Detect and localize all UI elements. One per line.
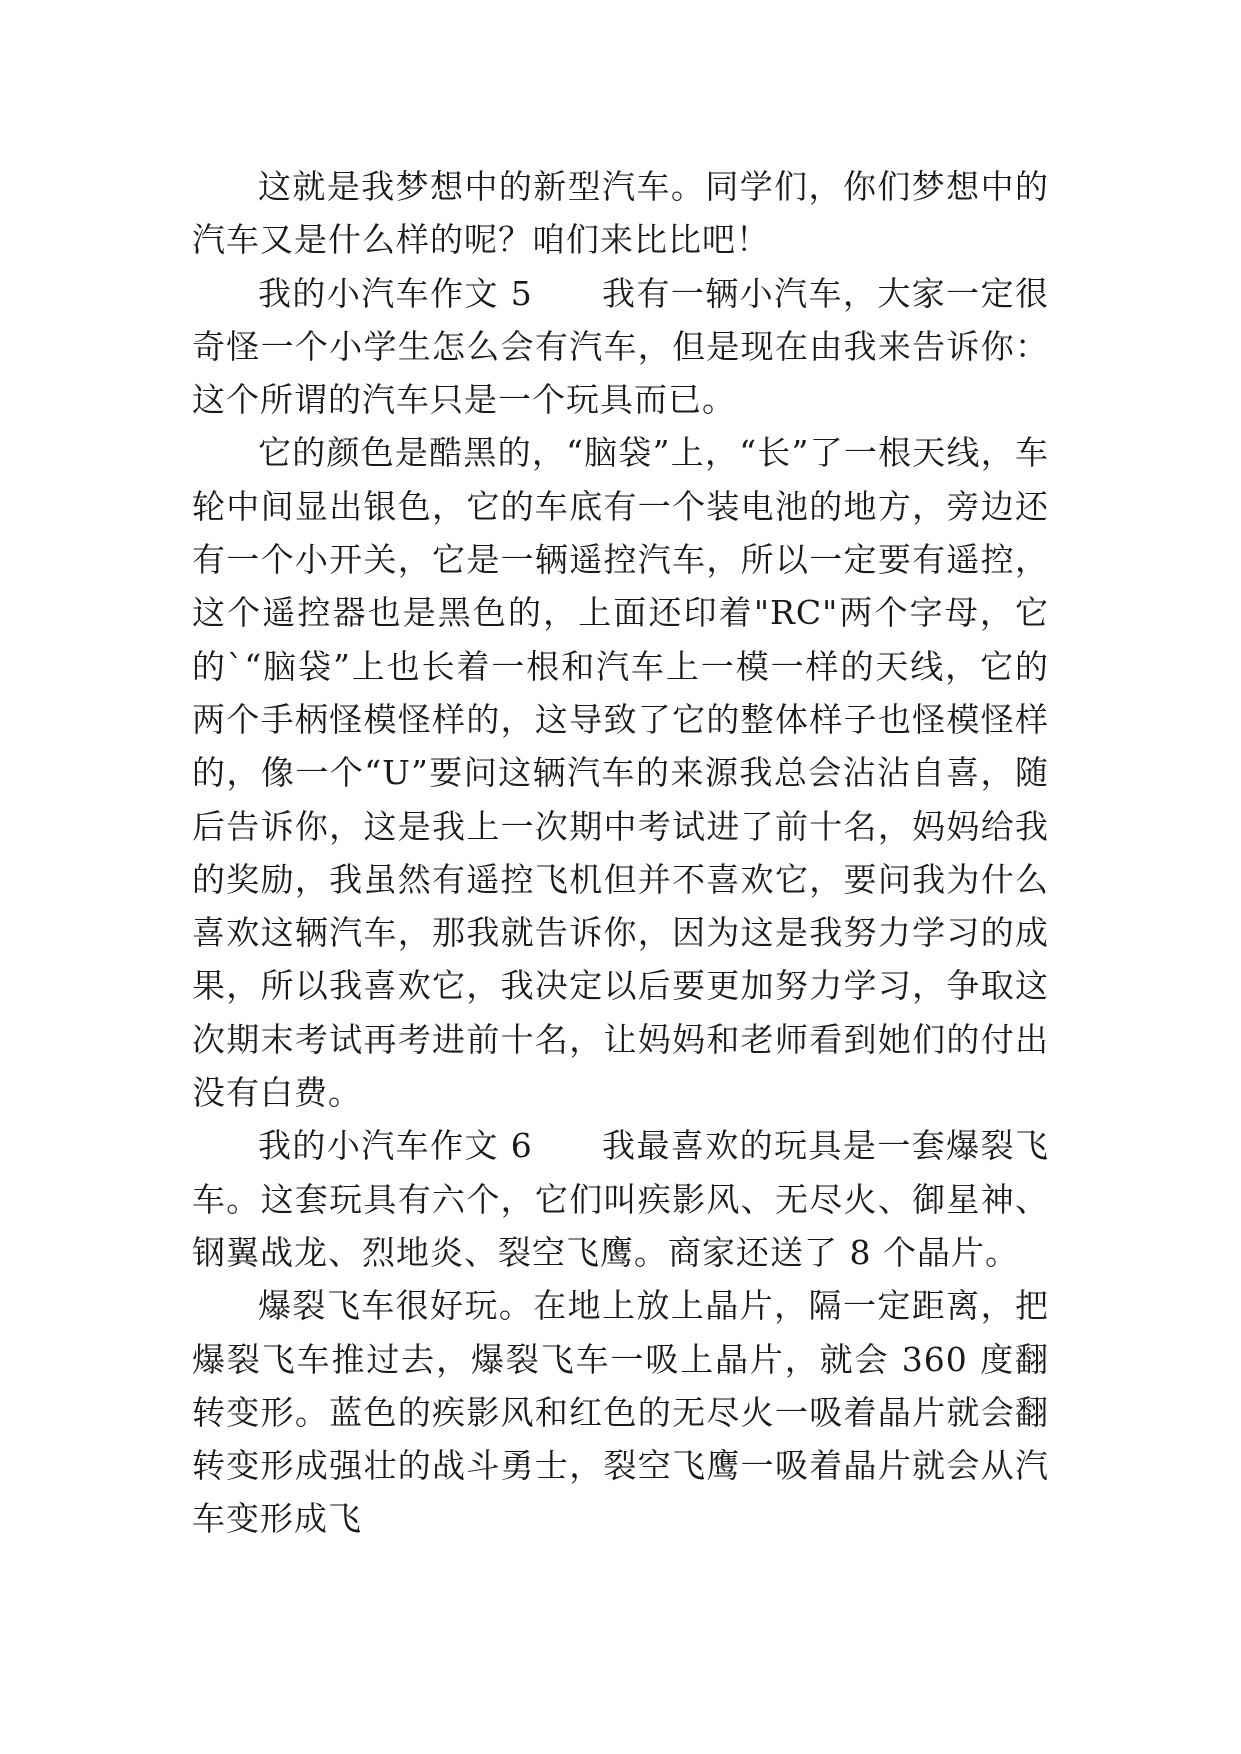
paragraph: 我的小汽车作文 6 我最喜欢的玩具是一套爆裂飞车。这套玩具有六个，它们叫疾影风、无尽火、御星神、钢翼战龙、烈地炎、裂空飞鹰。商家还送了 8 个晶片。 — [192, 1126, 1049, 1272]
document-body — [192, 160, 1049, 1546]
paragraph: 我的小汽车作文 5 我有一辆小汽车，大家一定很奇怪一个小学生怎么会有汽车，但是现在由我来告诉你：这个所谓的汽车只是一个玩具而已。 — [192, 273, 1049, 420]
paragraph: 它的颜色是酷黑的，“脑袋”上，“长”了一根天线，车轮中间显出银色，它的车底有一个装电池的地方，旁边还有一个小开关，它是一辆遥控汽车，所以一定要有遥控，这个遥控器也是黑色的，上面还印着"RC"两个字母，它的`“脑袋”上也长着一根和汽车上一模一样的天线，它的两个手柄怪模怪样的，这导致了它的整体样子也怪模怪样的，像一个“U”要问这辆汽车的来源我总会沾沾自喜，随后告诉你，这是我上一次期中考试进了前十名，妈妈给我的奖励，我虽然有遥控飞机但并不喜欢它，要问我为什么喜欢这辆汽车，那我就告诉你，因为这是我努力学习的成果，所以我喜欢它，我决定以后要更加努力学习，争取这次期末考试再考进前十名，让妈妈和老师看到她们的付出没有白费。 — [192, 433, 1049, 1113]
paragraph: 爆裂飞车很好玩。在地上放上晶片，隔一定距离，把爆裂飞车推过去，爆裂飞车一吸上晶片，就会 360 度翻转变形。蓝色的疾影风和红色的无尽火一吸着晶片就会翻转变形成强壮的战斗勇士，裂空飞鹰一吸着晶片就会从汽车变形成飞 — [192, 1286, 1049, 1539]
paragraph: 这就是我梦想中的新型汽车。同学们，你们梦想中的汽车又是什么样的呢？咱们来比比吧！ — [192, 167, 1049, 260]
